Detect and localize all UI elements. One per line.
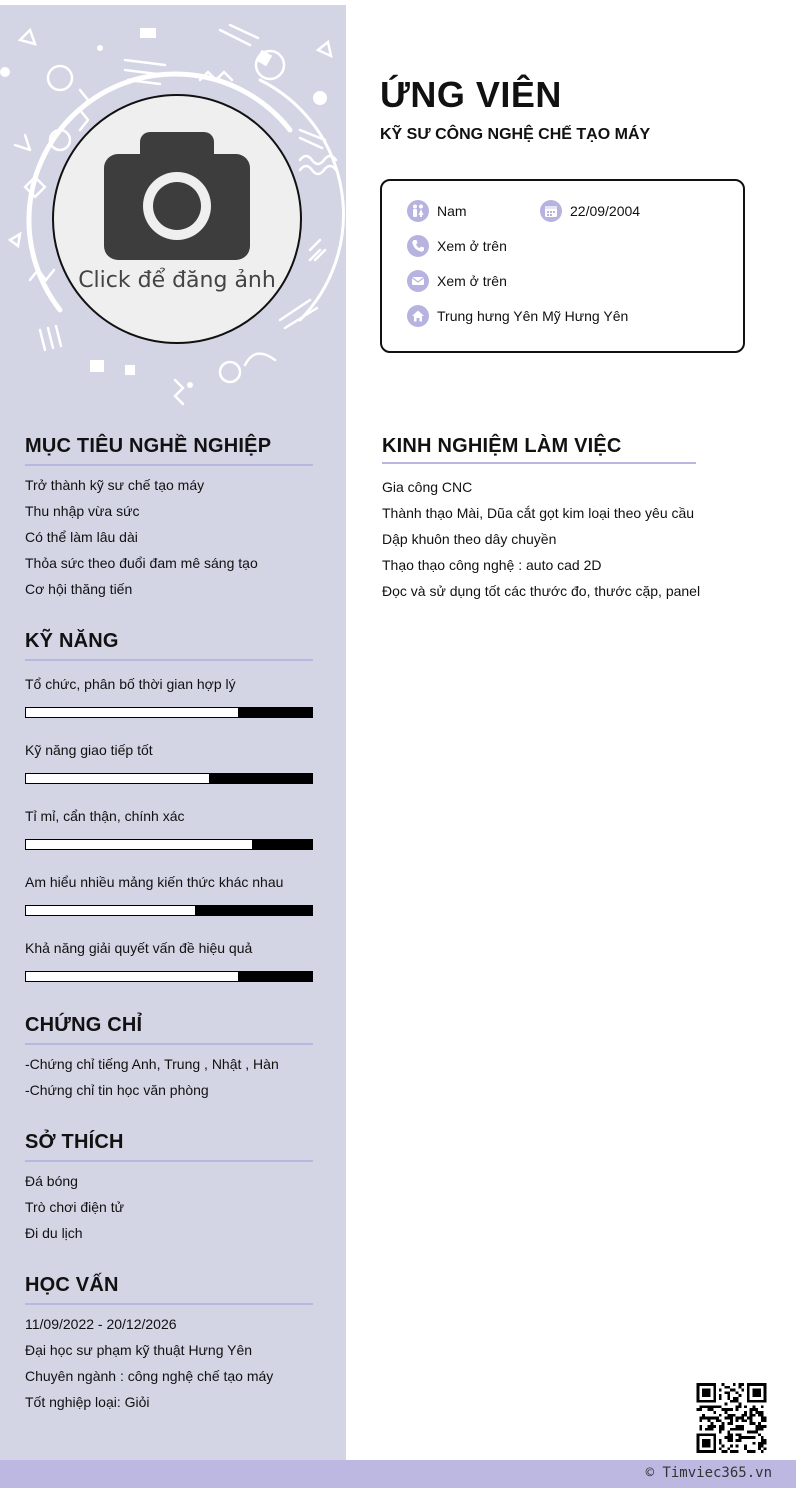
- address-value: Trung hưng Yên Mỹ Hưng Yên: [437, 308, 629, 324]
- education-item: Chuyên ngành : công nghệ chế tạo máy: [25, 1368, 274, 1384]
- phone-value: Xem ở trên: [437, 238, 507, 254]
- objective-title: MỤC TIÊU NGHỀ NGHIỆP: [25, 435, 272, 457]
- footer-bar: [0, 1460, 796, 1488]
- divider: [25, 1160, 313, 1162]
- camera-icon: [104, 132, 250, 260]
- experience-item: Gia công CNC: [382, 479, 473, 495]
- phone-icon: [407, 235, 429, 257]
- skill-bar: [25, 839, 313, 850]
- objective-item: Trở thành kỹ sư chế tạo máy: [25, 477, 205, 493]
- skill-label: Tỉ mỉ, cẩn thận, chính xác: [25, 808, 185, 824]
- objective-item: Thỏa sức theo đuổi đam mê sáng tạo: [25, 555, 258, 571]
- experience-item: Thạo thạo công nghệ : auto cad 2D: [382, 557, 602, 573]
- hobbies-title: SỞ THÍCH: [25, 1131, 124, 1153]
- experience-item: Thành thạo Mài, Dũa cắt gọt kim loại theo yêu cầu: [382, 505, 695, 521]
- avatar-label: Click để đăng ảnh: [78, 268, 276, 293]
- gender-icon: [407, 200, 429, 222]
- job-title: KỸ SƯ CÔNG NGHỆ CHẾ TẠO MÁY: [380, 126, 651, 143]
- certificate-item: -Chứng chỉ tin học văn phòng: [25, 1082, 209, 1098]
- divider: [25, 1303, 313, 1305]
- objective-item: Thu nhập vừa sức: [25, 503, 140, 519]
- skill-label: Kỹ năng giao tiếp tốt: [25, 742, 153, 758]
- hobby-item: Trò chơi điện tử: [25, 1199, 124, 1215]
- hobby-item: Đá bóng: [25, 1173, 78, 1189]
- phone-row: [407, 235, 507, 257]
- hobby-item: Đi du lịch: [25, 1225, 83, 1241]
- home-icon: [407, 305, 429, 327]
- skills-title: KỸ NĂNG: [25, 630, 119, 652]
- skill-bar: [25, 707, 313, 718]
- certificates-title: CHỨNG CHỈ: [25, 1014, 143, 1036]
- gender-value: Nam: [437, 203, 467, 219]
- skill-bar: [25, 905, 313, 916]
- divider: [382, 462, 696, 464]
- calendar-icon: [540, 200, 562, 222]
- skill-label: Khả năng giải quyết vấn đề hiệu quả: [25, 940, 253, 956]
- experience-item: Dập khuôn theo dây chuyền: [382, 531, 557, 547]
- copyright-text: © Timviec365.vn: [645, 1465, 772, 1481]
- email-row: [407, 270, 507, 292]
- candidate-name: ỨNG VIÊN: [380, 74, 562, 115]
- objective-item: Có thể làm lâu dài: [25, 529, 138, 545]
- email-icon: [407, 270, 429, 292]
- experience-item: Đọc và sử dụng tốt các thước đo, thước cặp, panel: [382, 583, 701, 599]
- objective-item: Cơ hội thăng tiến: [25, 581, 133, 597]
- birthday-row: [540, 200, 640, 222]
- education-item: Tốt nghiệp loại: Giỏi: [25, 1394, 150, 1410]
- skill-label: Am hiểu nhiều mảng kiến thức khác nhau: [25, 874, 284, 890]
- certificate-item: -Chứng chỉ tiếng Anh, Trung , Nhật , Hàn: [25, 1056, 279, 1072]
- education-item: 11/09/2022 - 20/12/2026: [25, 1316, 177, 1332]
- skill-bar: [25, 773, 313, 784]
- skill-bar: [25, 971, 313, 982]
- education-title: HỌC VẤN: [25, 1274, 119, 1296]
- divider: [25, 464, 313, 466]
- gender-row: [407, 200, 467, 222]
- birthday-value: 22/09/2004: [570, 203, 641, 219]
- experience-title: KINH NGHIỆM LÀM VIỆC: [382, 435, 622, 457]
- contact-box: [380, 179, 745, 353]
- address-row: [407, 305, 628, 327]
- email-value: Xem ở trên: [437, 273, 507, 289]
- education-item: Đại học sư phạm kỹ thuật Hưng Yên: [25, 1342, 253, 1358]
- skill-label: Tổ chức, phân bố thời gian hợp lý: [25, 676, 236, 692]
- skill-bar-fill: [26, 774, 209, 783]
- avatar-upload[interactable]: [52, 94, 302, 344]
- divider: [25, 659, 313, 661]
- skill-bar-fill: [26, 972, 238, 981]
- qr-code: [696, 1383, 767, 1453]
- divider: [25, 1043, 313, 1045]
- skill-bar-fill: [26, 708, 238, 717]
- skill-bar-fill: [26, 906, 195, 915]
- skill-bar-fill: [26, 840, 252, 849]
